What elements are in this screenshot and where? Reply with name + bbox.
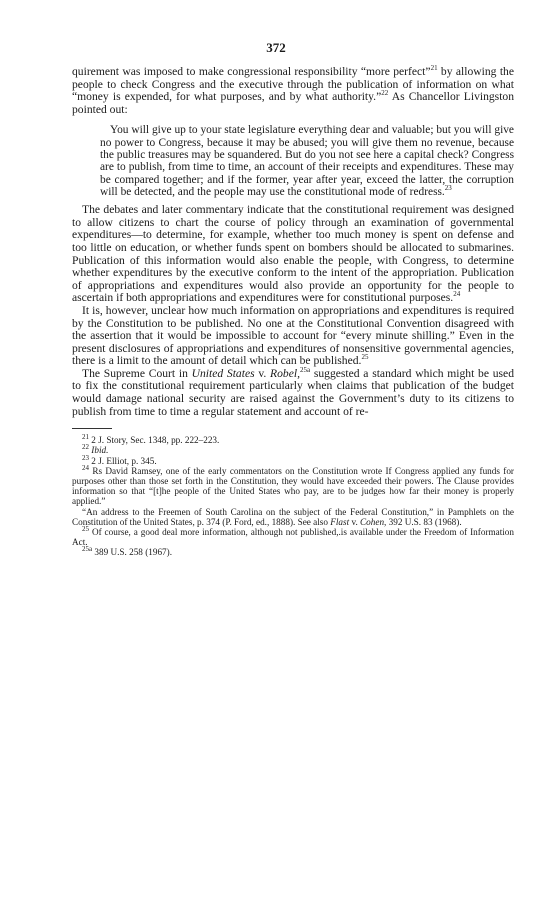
block-quote bbox=[100, 124, 514, 198]
footnote-23: $^{23}$ 2 J. Elliot, p. 345. bbox=[82, 453, 157, 466]
footnote-ref-21[interactable]: 21 bbox=[430, 64, 438, 73]
paragraph-4: The Supreme Court in United States v. Robel,$^{25a}$ suggested a standard which might be used to fix the constitutional requirement particularly when claims that publication of the budget would damage national security are raised against the Government’s duty to its citizens to publish from time to time a regular statement and account of re- bbox=[72, 366, 514, 418]
footnote-ref-24[interactable]: 24 bbox=[453, 290, 461, 299]
footnote-24-continued: “An address to the Freemen of South Carolina on the subject of the Federal Constitution,” in Pamphlets on the Constitution of the United States, p. 374 (P. Ford, ed., 1888). See also Flast v. Cohen, 392 U.S. 83 (1968). bbox=[72, 506, 514, 527]
page-number: 372 bbox=[266, 40, 286, 55]
footnote-divider bbox=[72, 428, 112, 429]
footnote-25: $^{25}$ Of course, a good deal more information, although not published,.is available under the Freedom of Information Act. bbox=[72, 525, 514, 548]
footnote-ref-25a[interactable]: 25a bbox=[300, 366, 311, 375]
footnote-22: $^{22}$ Ibid. bbox=[82, 443, 109, 456]
paragraph-1: quirement was imposed to make congressional responsibility “more perfect”$^{21}$ by allowing the people to check Congress and the executive through the publication of information on what “money is expended, for what purposes, and by what authority.”$^{22}$ As Chancellor Livingston pointed out: bbox=[72, 64, 515, 116]
paragraph-3: It is, however, unclear how much information on appropriations and expenditures is required by the Constitution to be published. No one at the Constitutional Convention disagreed with the assertion that it would be impossible to account for “every minute shilling.” Even in the present disclosures of appropriations and expenditures of nonsensitive governmental agencies, there is a limit to the amount of detail which can be published.$^{25}$ bbox=[72, 303, 514, 368]
case-name: United States bbox=[191, 366, 255, 380]
footnote-ref-22[interactable]: 22 bbox=[381, 89, 389, 98]
paragraph-2: The debates and later commentary indicate that the constitutional requirement was designed to allow citizens to chart the course of policy through an examination of governmental expenditures—to determine, for example, whether too much money is spent on defense and too little on education, or whether funds spent on bombers should be allocated to submarines. Publication of this information would also enable the people, with Congress, to determine whether expenditures by the executive conform to the intent of the appropriation. Publication of appropriations and expenditures would also provide an opportunity for the people to ascertain if both appropriations and expenditures were for constitutional purposes.$^{24}$ bbox=[72, 203, 514, 305]
quote-text: You will give up to your state legislature everything dear and valuable; but you will give no power to Congress, because it may be abused; you will give them no revenue, because the public treasures may be squandered. But do you not see here a capital check? Congress are to publish, from time to time, an account of their receipts and expenditures. These may be compared together; and if the former, year after year, exceed the latter, the corruption will be detected, and the people may use the constitutional mode of redress.$^{23}$ bbox=[100, 124, 514, 198]
footnote-ref-23[interactable]: 23 bbox=[444, 184, 452, 193]
case-party: Robel, bbox=[270, 366, 300, 380]
footnote-ref-25[interactable]: 25 bbox=[361, 353, 369, 362]
footnotes bbox=[72, 435, 514, 557]
footnote-21: $^{21}$ 2 J. Story, Sec. 1348, pp. 222–223. bbox=[82, 433, 220, 446]
body-text bbox=[72, 66, 514, 558]
footnote-25a: $^{25a}$ 389 U.S. 258 (1967). bbox=[82, 545, 172, 558]
footnote-24: $^{24}$ Rs David Ramsey, one of the early commentators on the Constitution wrote If Congress applied any funds for purposes other than those set forth in the Constitution, they would have exceeded their powers. The Clause provides information so that “[t]he people of the United States who pay, are to be judges how far their money is properly applied.” bbox=[72, 463, 514, 507]
